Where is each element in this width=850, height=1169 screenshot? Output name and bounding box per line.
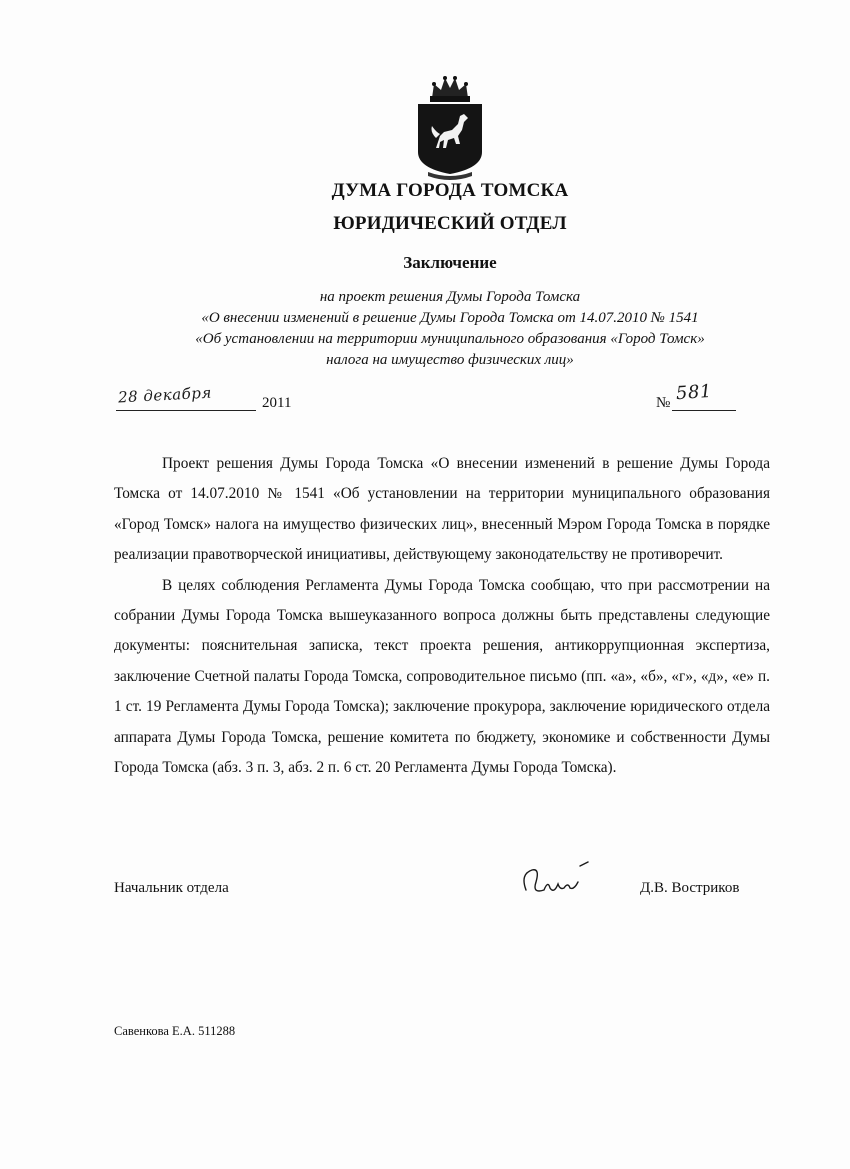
subject-line: налога на имущество физических лиц» bbox=[326, 352, 574, 368]
signatory-role: Начальник отдела bbox=[114, 880, 229, 896]
signatory-name: Д.В. Востриков bbox=[640, 880, 740, 896]
body-paragraph: Проект решения Думы Города Томска «О внесении изменений в решение Думы Города Томска от 14.07.2010 № 1541 «Об установлении на территории муниципального образования «Город Томск» налога на имущество физических лиц», внесенный Мэром Города Томска в порядке реализации правотворческой инициативы, действующему законодательству не противоречит. bbox=[114, 455, 770, 564]
document-year: 2011 bbox=[262, 395, 292, 411]
document-body bbox=[114, 449, 770, 783]
handwritten-number: 581 bbox=[675, 380, 713, 405]
subject-line: на проект решения Думы Города Томска bbox=[319, 289, 581, 305]
handwritten-signature bbox=[518, 860, 594, 900]
handwritten-date: 28 декабря bbox=[117, 383, 213, 407]
number-sign: № bbox=[656, 395, 671, 411]
body-paragraph: В целях соблюдения Регламента Думы Города Томска сообщаю, что при рассмотрении на собрании Думы Города Томска вышеуказанного вопроса должны быть представлены следующие документы: пояснительная записка, текст проекта решения, антикоррупционная экспертиза, заключение Счетной палаты Города Томска, сопроводительное письмо (пп. «а», «б», «г», «д», «е» п. 1 ст. 19 Регламента Думы Города Томска); заключение прокурора, заключение юридического отдела аппарата Думы Города Томска, решение комитета по бюджету, экономике и собственности Думы Города Томска (абз. 3 п. 3, абз. 2 п. 6 ст. 20 Регламента Думы Города Томска). bbox=[114, 576, 770, 777]
subject-line: «О внесении изменений в решение Думы Города Томска от 14.07.2010 № 1541 bbox=[201, 310, 699, 326]
organization-title: ДУМА ГОРОДА ТОМСКА bbox=[331, 180, 569, 201]
document-type-title: Заключение bbox=[403, 253, 497, 272]
document-subject bbox=[0, 287, 850, 371]
city-coat-of-arms-icon bbox=[414, 72, 486, 182]
executor-contact: Савенкова Е.А. 511288 bbox=[114, 1024, 236, 1038]
department-title: ЮРИДИЧЕСКИЙ ОТДЕЛ bbox=[333, 213, 567, 234]
subject-line: «Об установлении на территории муниципального образования «Город Томск» bbox=[195, 331, 705, 347]
